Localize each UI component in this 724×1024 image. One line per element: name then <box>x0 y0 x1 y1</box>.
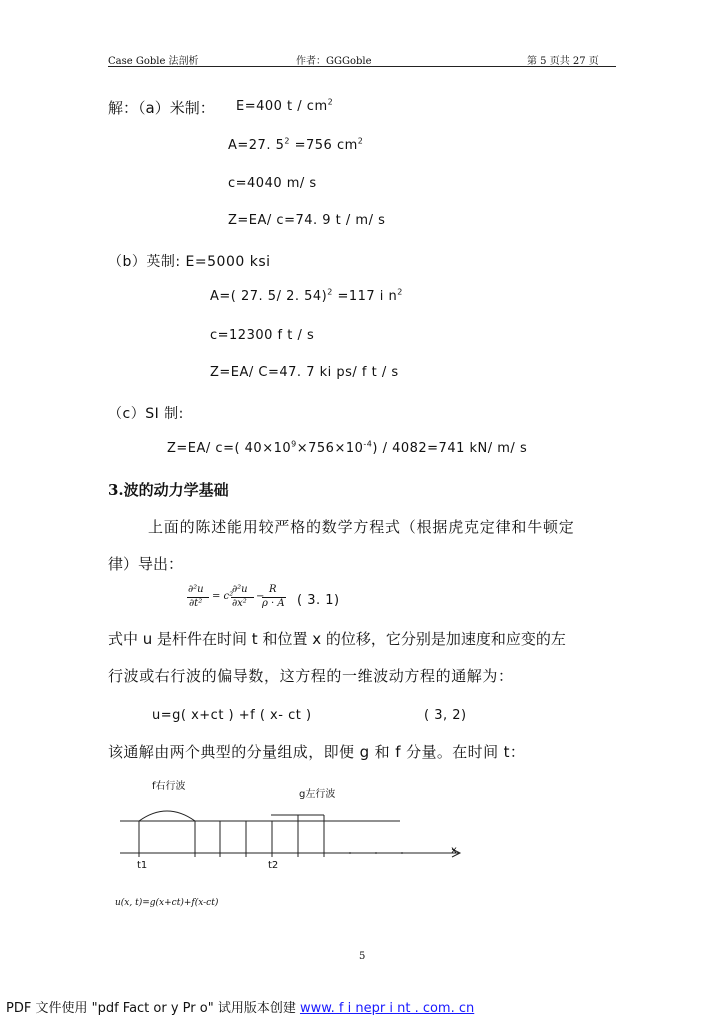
page-number: 5 <box>359 951 366 962</box>
solution-a-label: 解：（a）米制： <box>108 99 215 117</box>
header-author: 作者：GGGoble <box>296 56 372 67</box>
general-solution: u=g( x+ct ) +f ( x- ct ) <box>152 708 312 723</box>
solution-c-Z: Z=EA/ c=( $40\times 10^9\times 756\times 10^{-4}) / 4082=741$ kN/ m/ s <box>167 439 528 456</box>
eq-lhs-numerator: ∂²u <box>188 584 204 595</box>
header-page-info: 第 5 页共 27 页 <box>527 56 599 67</box>
solution-b-c: c=12300 f t / s <box>210 328 315 343</box>
figure-label-right-wave: f右行波 <box>152 781 186 792</box>
general-solution-label: ( 3, 2) <box>424 708 467 723</box>
eq-label: ( 3. 1) <box>297 593 340 608</box>
section-title: 3.波的动力学基础 <box>108 481 229 499</box>
header-rule <box>108 66 616 67</box>
eq-rhs-numerator: R <box>269 584 277 595</box>
solution-c-label: （c）SI 制: <box>108 406 184 422</box>
figure-axis-x: x <box>451 845 457 856</box>
pdf-factory-footer <box>6 997 474 1016</box>
solution-b-label: （b）英制: E=5000 ksi <box>108 254 271 270</box>
solution-a-A: A=27. $5^2 =756$ $cm^2$ <box>228 136 364 153</box>
wave-diagram <box>110 795 470 865</box>
figure-label-t1: t1 <box>137 860 148 871</box>
figure-label-left-wave: g左行波 <box>299 789 336 800</box>
solution-a-E: E=400 t / $cm^2$ <box>236 97 334 114</box>
eq-minus: − <box>256 591 265 602</box>
paragraph-2-line-2: 行波或右行波的偏导数，这方程的一维波动方程的通解为： <box>108 667 514 685</box>
footer-link[interactable]: www. f i nepr i nt . com. cn <box>299 1001 475 1016</box>
solution-a-Z: Z=EA/ c=74. 9 t / m/ s <box>228 213 386 228</box>
eq-mid-denominator: ∂x² <box>232 598 247 609</box>
eq-rhs-denominator: ρ · A <box>262 598 285 609</box>
paragraph-2-line-1: 式中 u 是杆件在时间 t 和位置 x 的位移，它分别是加速度和应变的左 <box>108 630 566 648</box>
paragraph-1-line-1: 上面的陈述能用较严格的数学方程式（根据虎克定律和牛顿定 <box>148 518 575 536</box>
header-left: Case Goble 法剖析 <box>108 56 199 67</box>
solution-a-c: c=4040 m/ s <box>228 176 317 191</box>
eq-lhs-denominator: ∂t² <box>189 598 203 609</box>
paragraph-1-line-2: 律）导出： <box>108 555 184 573</box>
eq-equals-c2: = c² <box>212 591 234 602</box>
paragraph-3: 该通解由两个典型的分量组成，即便 g 和 f 分量。在时间 t： <box>108 743 526 761</box>
footer-text: PDF 文件使用 "pdf Fact or y Pr o" 试用版本创建 <box>6 1001 300 1016</box>
solution-b-Z: Z=EA/ C=47. 7 ki ps/ f t / s <box>210 365 399 380</box>
figure-label-t2: t2 <box>268 860 279 871</box>
solution-b-A: A=( 27. 5/ 2. 54)$^2$ =117 i $n^2$ <box>210 287 403 304</box>
eq-mid-numerator: ∂²u <box>232 584 248 595</box>
figure-formula: u(x, t)=g(x+ct)+f(x-ct) <box>115 898 219 908</box>
